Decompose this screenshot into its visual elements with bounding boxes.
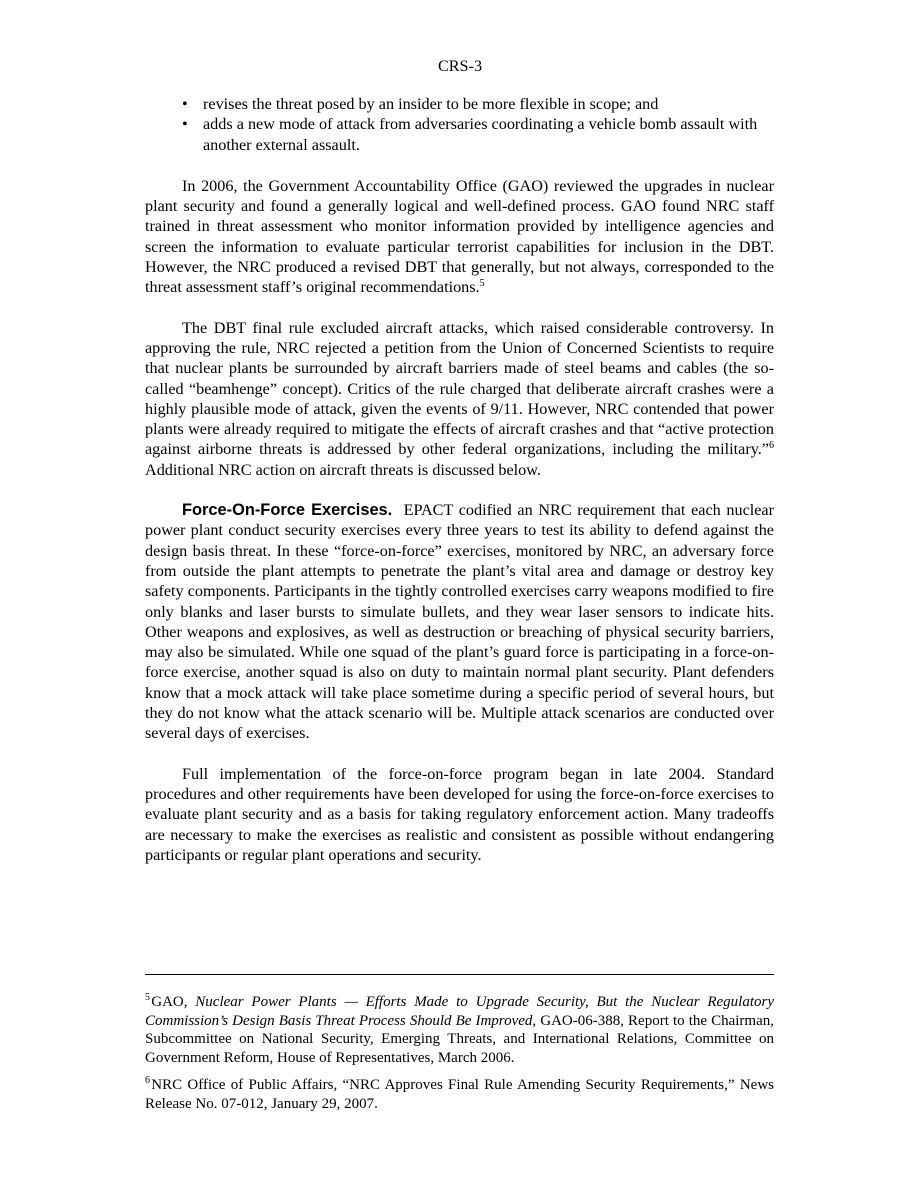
list-item	[145, 94, 774, 114]
section-heading: Force-On-Force Exercises.	[182, 501, 393, 520]
list-item	[145, 114, 774, 155]
footnote-ref-6[interactable]: 6	[769, 440, 774, 452]
bullet-list	[145, 94, 774, 155]
paragraph-text: In 2006, the Government Accountability Office (GAO) reviewed the upgrades in nuclear plant security and found a generally logical and well-defined process. GAO found NRC staff trained in threat assessment who monitor information provided by intelligence agencies and screen the information to evaluate particular terrorist capabilities for inclusion in the DBT. However, the NRC produced a revised DBT that generally, but not always, corresponded to the threat assessment staff’s original recommendations.	[145, 176, 774, 297]
body-content	[145, 94, 774, 885]
paragraph-aircraft-attacks	[145, 318, 774, 480]
footnote-ref-5[interactable]: 5	[479, 278, 485, 290]
footnote-divider	[145, 974, 774, 975]
bullet-icon: •	[182, 95, 188, 113]
paragraph-gao-review	[145, 176, 774, 298]
bullet-icon: •	[182, 115, 188, 134]
paragraph-text-continued: Additional NRC action on aircraft threats is discussed below.	[145, 460, 541, 479]
page-header	[0, 56, 920, 76]
page-label: CRS-3	[437, 57, 483, 75]
paragraph-text: EPACT codified an NRC requirement that each nuclear power plant conduct security exercises every three years to test its ability to defend against the design basis threat. In these “force-on-force” exercises, monitored by NRC, an adversary force from outside the plant attempts to penetrate the plant’s vital area and damage or destroy key safety components. Participants in the tightly controlled exercises carry weapons modified to fire only blanks and laser bursts to simulate bullets, and they wear laser sensors to indicate hits. Other weapons and explosives, as well as destruction or breaching of physical security barriers, may also be simulated. While one squad of the plant’s guard force is participating in a force-on-force exercise, another squad is also on duty to maintain normal plant security. Plant defenders know that a mock attack will take place sometime during a specific period of several hours, but they do not know what the attack scenario will be. Multiple attack scenarios are conducted over several days of exercises.	[145, 501, 775, 743]
paragraph-force-on-force	[145, 500, 774, 744]
bullet-text: revises the threat posed by an insider to be more flexible in scope; and	[203, 95, 659, 113]
paragraph-text: The DBT final rule excluded aircraft attacks, which raised considerable controversy. In approving the rule, NRC rejected a petition from the Union of Concerned Scientists to require that nuclear plants be surrounded by aircraft barriers made of steel beams and cables (the so-called “beamhenge” concept). Critics of the rule charged that deliberate aircraft crashes were a highly plausible mode of attack, given the events of 9/11. However, NRC contended that power plants were already required to mitigate the effects of aircraft crashes and that “active protection against airborne threats is addressed by other federal organizations, including the military.”	[145, 318, 774, 459]
footnote-number: 5	[145, 992, 150, 1003]
footnote-number: 6	[145, 1075, 150, 1087]
footnote-text: GAO,	[151, 994, 196, 1010]
footnote-text-rest: , GAO-06-388, Report to the Chairman, Subcommittee on National Security, Emerging Threats, and International Relations, Committee on Government Reform, House of Representatives, March 2006.	[145, 1012, 774, 1066]
footnotes	[145, 993, 774, 1123]
footnote-5	[145, 993, 774, 1067]
footnote-6	[145, 1076, 774, 1113]
footnote-title: Nuclear Power Plants — Efforts Made to Upgrade Security, But the Nuclear Regulatory Commission’s Design Basis Threat Process Should Be Improved	[145, 994, 774, 1029]
paragraph-implementation	[145, 764, 774, 865]
paragraph-text: Full implementation of the force-on-force program began in late 2004. Standard procedures and other requirements have been developed for using the force-on-force exercises to evaluate plant security and as a basis for taking regulatory enforcement action. Many tradeoffs are necessary to make the exercises as realistic and consistent as possible without endangering participants or regular plant operations and security.	[145, 764, 774, 864]
footnote-text: NRC Office of Public Affairs, “NRC Approves Final Rule Amending Security Requirements,” News Release No. 07-012, January 29, 2007.	[145, 1077, 774, 1112]
bullet-text: adds a new mode of attack from adversaries coordinating a vehicle bomb assault with another external assault.	[203, 115, 758, 154]
